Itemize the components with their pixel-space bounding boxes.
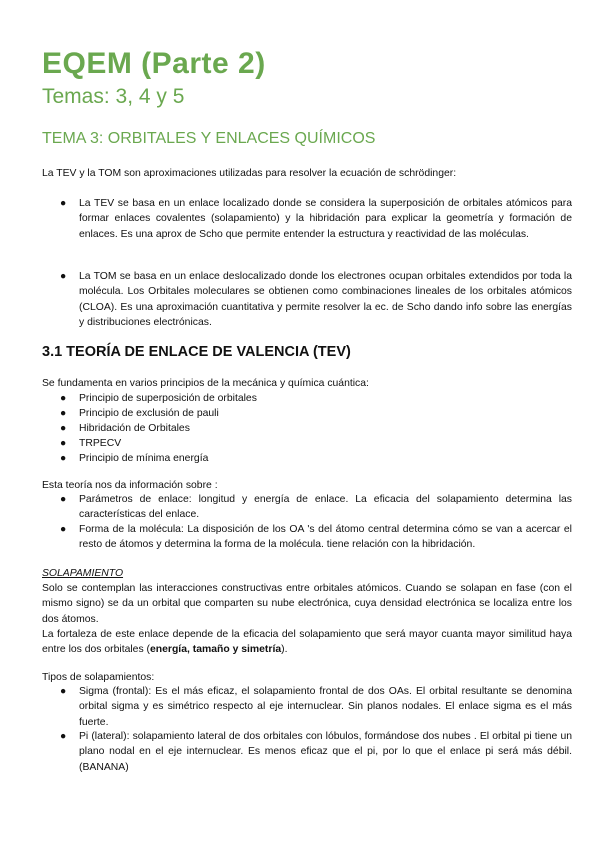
p2-end: ).	[281, 644, 288, 656]
p2-start: La fortaleza de este enlace depende de la eficacia del solapamiento que será mayor cuanta mayor similitud haya entre los dos orbitales (	[42, 629, 572, 656]
bullet-icon: ●	[60, 271, 67, 282]
section-31-heading: 3.1 TEORÍA DE ENLACE DE VALENCIA (TEV)	[42, 344, 351, 360]
bullet-icon: ●	[60, 198, 67, 209]
solapamiento-paragraph-2	[42, 627, 572, 658]
bullet-icon: ●	[60, 423, 67, 434]
principle-item: Principio de superposición de orbitales	[79, 393, 257, 404]
solapamiento-paragraph-1: Solo se contemplan las interacciones constructivas entre orbitales atómicos. Cuando se solapan en fase (con el mismo signo) se da un orbital que comparten su nube electrónica, cuya densidad electrónica se localiza entre los dos átomos.	[42, 583, 572, 625]
type-sigma: Sigma (frontal): Es el más eficaz, el solapamiento frontal de dos OAs. El orbital resultante se denomina orbital sigma y es simétrico respecto al eje internuclear. Sin planos nodales. El enlace sigma es el más fuerte.	[79, 686, 572, 728]
info-intro: Esta teoría nos da información sobre :	[42, 480, 218, 491]
types-intro: Tipos de solapamientos:	[42, 672, 155, 683]
bullet-icon: ●	[60, 453, 67, 464]
principle-item: Hibridación de Orbitales	[79, 423, 190, 434]
bullet-icon: ●	[60, 438, 67, 449]
tema3-heading: TEMA 3: ORBITALES Y ENLACES QUÍMICOS	[42, 130, 376, 147]
tom-bullet: La TOM se basa en un enlace deslocalizado donde los electrones ocupan orbitales extendidos por toda la molécula. Los Orbitales moleculares se obtienen como combinaciones lineales de los orbitales atómicos (CLOA). Es una aproximación cuantitativa y permite resolver la ec. de Scho dando info sobre las energías y distribuciones electrónicas.	[79, 271, 572, 328]
bullet-icon: ●	[60, 393, 67, 404]
bullet-icon: ●	[60, 494, 67, 505]
p2-bold: energía, tamaño y simetría	[150, 644, 282, 656]
bullet-icon: ●	[60, 524, 67, 535]
solapamiento-heading: SOLAPAMIENTO	[42, 568, 124, 579]
document-title: EQEM (Parte 2)	[42, 47, 266, 80]
document-subtitle: Temas: 3, 4 y 5	[42, 85, 185, 108]
info-item-forma: Forma de la molécula: La disposición de los OA 's del átomo central determina cómo se van a acercar el resto de átomos y determina la forma de la molécula. tiene relación con la hibridación.	[79, 524, 572, 551]
info-item-parametros: Parámetros de enlace: longitud y energía de enlace. La eficacia del solapamiento determina las características del enlace.	[79, 494, 572, 521]
tev-bullet: La TEV se basa en un enlace localizado donde se considera la superposición de orbitales atómicos para formar enlaces covalentes (solapamiento) y la hibridación para explicar la geometría y formación de enlaces. Es una aprox de Scho que permite entender la estructura y reactividad de las moléculas.	[79, 198, 572, 240]
bullet-icon: ●	[60, 408, 67, 419]
principle-item: Principio de mínima energía	[79, 453, 209, 464]
principle-item: TRPECV	[79, 438, 122, 449]
bullet-icon: ●	[60, 731, 67, 742]
principles-intro: Se fundamenta en varios principios de la mecánica y química cuántica:	[42, 378, 369, 389]
tema3-intro: La TEV y la TOM son aproximaciones utilizadas para resolver la ecuación de schrödinger:	[42, 168, 457, 179]
bullet-icon: ●	[60, 686, 67, 697]
principle-item: Principio de exclusión de pauli	[79, 408, 219, 419]
type-pi: Pi (lateral): solapamiento lateral de dos orbitales con lóbulos, formándose dos nubes . El orbital pi tiene un plano nodal en el eje internuclear. Es menos eficaz que el pi, por lo que el enlace pi será más débil. (BANANA)	[79, 731, 572, 773]
